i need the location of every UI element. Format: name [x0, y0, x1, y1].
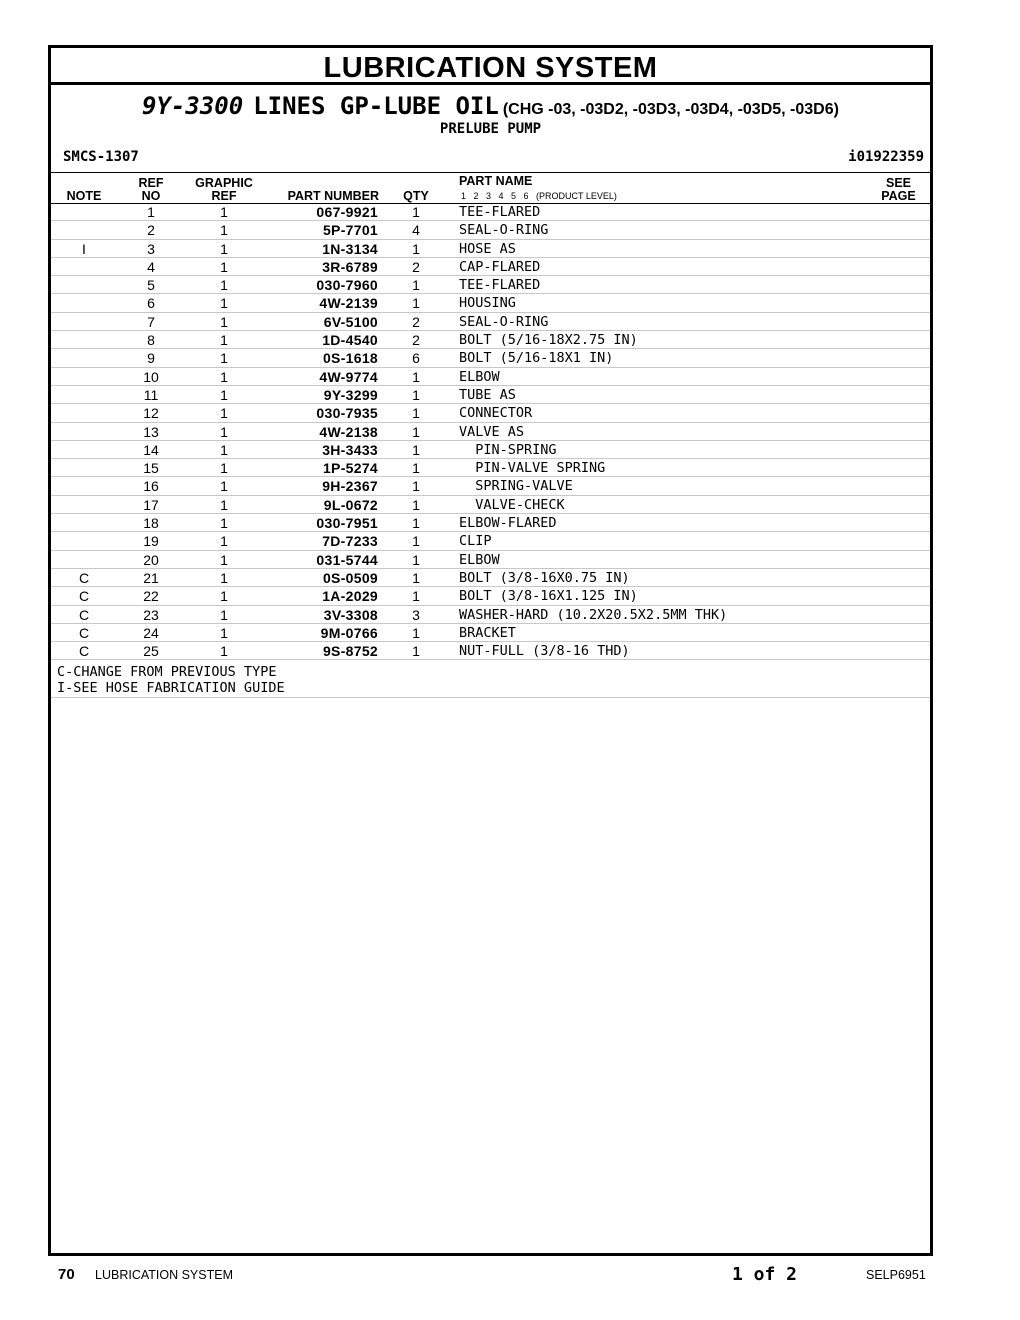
row-ref-no: 24: [143, 624, 159, 641]
row-ref-no: 11: [143, 386, 159, 403]
row-part-name: BRACKET: [459, 624, 516, 641]
row-part-number: 3V-3308: [323, 606, 378, 623]
row-ref-no: 21: [143, 569, 159, 586]
col-header-ref-no-line1: REF: [138, 176, 164, 190]
table-row: [51, 368, 930, 386]
row-part-name: CONNECTOR: [459, 405, 533, 422]
row-part-name: BOLT (5/16-18X2.75 IN): [459, 332, 638, 349]
row-ref-no: 4: [147, 258, 155, 275]
row-part-name: PIN-SPRING: [459, 441, 557, 458]
row-ref-no: 6: [147, 295, 155, 312]
row-part-number: 1N-3134: [322, 240, 378, 257]
row-graphic-ref: 1: [220, 295, 228, 312]
row-graphic-ref: 1: [220, 588, 228, 605]
col-header-product-levels: 1 2 3 4 5 6 (PRODUCT LEVEL): [461, 191, 617, 201]
row-part-name: NUT-FULL (3/8-16 THD): [459, 643, 630, 660]
row-qty: 1: [412, 569, 420, 586]
table-row: [51, 331, 930, 349]
col-header-part-number: PART NUMBER: [287, 189, 379, 203]
row-part-number: 030-7951: [316, 515, 378, 532]
table-row: [51, 477, 930, 495]
row-ref-no: 8: [147, 332, 155, 349]
row-qty: 1: [412, 386, 420, 403]
col-header-see-page-line2: PAGE: [881, 189, 916, 203]
row-part-number: 030-7960: [316, 277, 378, 294]
row-ref-no: 20: [143, 551, 159, 568]
group-name: LINES GP-LUBE OIL: [253, 92, 499, 120]
row-qty: 1: [412, 441, 420, 458]
row-part-number: 031-5744: [316, 551, 378, 568]
row-part-name: CLIP: [459, 533, 492, 550]
row-part-name: SEAL-O-RING: [459, 313, 549, 330]
table-row: [51, 276, 930, 294]
row-graphic-ref: 1: [220, 460, 228, 477]
row-graphic-ref: 1: [220, 515, 228, 532]
row-ref-no: 16: [143, 478, 159, 495]
row-ref-no: 2: [147, 222, 155, 239]
row-qty: 2: [412, 313, 420, 330]
table-row: [51, 349, 930, 367]
row-qty: 1: [412, 588, 420, 605]
row-graphic-ref: 1: [220, 240, 228, 257]
smcs-code: SMCS-1307: [63, 149, 139, 165]
table-row: [51, 459, 930, 477]
row-qty: 4: [412, 222, 420, 239]
row-part-number: 6V-5100: [323, 313, 378, 330]
table-row: [51, 294, 930, 312]
row-graphic-ref: 1: [220, 258, 228, 275]
row-part-name: SPRING-VALVE: [459, 478, 573, 495]
row-qty: 1: [412, 533, 420, 550]
row-graphic-ref: 1: [220, 643, 228, 660]
row-ref-no: 22: [143, 588, 159, 605]
row-qty: 1: [412, 204, 420, 220]
illustration-id: i01922359: [848, 149, 924, 165]
row-part-number: 9M-0766: [320, 624, 378, 641]
row-part-name: PIN-VALVE SPRING: [459, 460, 606, 477]
row-part-name: TUBE AS: [459, 386, 516, 403]
row-part-number: 4W-2138: [319, 423, 378, 440]
row-part-name: VALVE AS: [459, 423, 525, 440]
row-part-name: BOLT (5/16-18X1 IN): [459, 350, 614, 367]
row-part-name: BOLT (3/8-16X1.125 IN): [459, 588, 638, 605]
col-header-qty: QTY: [403, 189, 429, 203]
group-change-codes: (CHG -03, -03D2, -03D3, -03D4, -03D5, -03D6): [502, 101, 839, 118]
row-note: C: [78, 624, 90, 641]
page-frame: [48, 45, 933, 1256]
table-row: [51, 386, 930, 404]
notes-legend: [57, 665, 285, 696]
row-part-number: 9Y-3299: [323, 386, 378, 403]
row-part-name: ELBOW-FLARED: [459, 515, 557, 532]
row-graphic-ref: 1: [220, 496, 228, 513]
row-ref-no: 13: [143, 423, 159, 440]
row-note: C: [78, 569, 90, 586]
group-part-number: 9Y-3300: [142, 92, 244, 120]
row-part-name: WASHER-HARD (10.2X20.5X2.5MM THK): [459, 606, 728, 623]
footer-section: LUBRICATION SYSTEM: [95, 1268, 233, 1282]
row-qty: 1: [412, 277, 420, 294]
row-qty: 1: [412, 405, 420, 422]
row-ref-no: 12: [143, 405, 159, 422]
row-note: C: [78, 606, 90, 623]
table-row: [51, 569, 930, 587]
row-ref-no: 19: [143, 533, 159, 550]
table-row: [51, 624, 930, 642]
row-part-number: 1P-5274: [322, 460, 378, 477]
row-qty: 1: [412, 423, 420, 440]
row-graphic-ref: 1: [220, 222, 228, 239]
row-qty: 1: [412, 643, 420, 660]
row-part-name: BOLT (3/8-16X0.75 IN): [459, 569, 630, 586]
col-header-see-page-line1: SEE: [885, 176, 911, 190]
row-qty: 1: [412, 240, 420, 257]
table-row: [51, 423, 930, 441]
row-graphic-ref: 1: [220, 569, 228, 586]
row-part-number: 1D-4540: [322, 332, 378, 349]
row-part-name: HOSE AS: [459, 240, 516, 257]
table-row: [51, 404, 930, 422]
note-change: C-CHANGE FROM PREVIOUS TYPE: [57, 664, 277, 680]
row-part-number: 9H-2367: [322, 478, 378, 495]
row-qty: 1: [412, 295, 420, 312]
row-part-number: 9L-0672: [323, 496, 378, 513]
table-row: [51, 496, 930, 514]
row-qty: 1: [412, 515, 420, 532]
table-row: [51, 441, 930, 459]
row-graphic-ref: 1: [220, 533, 228, 550]
table-row: [51, 313, 930, 331]
row-qty: 1: [412, 478, 420, 495]
row-part-number: 4W-9774: [319, 368, 378, 385]
table-row: [51, 514, 930, 532]
col-header-note: NOTE: [66, 189, 102, 203]
row-part-number: 0S-0509: [322, 569, 378, 586]
row-part-name: HOUSING: [459, 295, 516, 312]
row-ref-no: 1: [147, 204, 155, 220]
row-graphic-ref: 1: [220, 386, 228, 403]
col-header-graphic-ref-line2: REF: [211, 189, 237, 203]
notes-divider: [51, 697, 930, 698]
row-note: C: [78, 643, 90, 660]
row-ref-no: 17: [143, 496, 159, 513]
row-graphic-ref: 1: [220, 405, 228, 422]
col-header-part-name: PART NAME: [459, 174, 533, 188]
row-part-number: 0S-1618: [322, 350, 378, 367]
row-qty: 1: [412, 551, 420, 568]
row-graphic-ref: 1: [220, 332, 228, 349]
row-note: C: [78, 588, 90, 605]
row-qty: 1: [412, 624, 420, 641]
row-qty: 6: [412, 350, 420, 367]
row-part-number: 3H-3433: [322, 441, 378, 458]
row-graphic-ref: 1: [220, 277, 228, 294]
table-row: [51, 240, 930, 258]
header-top-rule: [51, 172, 930, 173]
row-ref-no: 3: [147, 240, 155, 257]
footer-page-number: 70: [58, 1266, 75, 1283]
row-graphic-ref: 1: [220, 204, 228, 220]
row-graphic-ref: 1: [220, 624, 228, 641]
row-ref-no: 14: [143, 441, 159, 458]
row-qty: 3: [412, 606, 420, 623]
row-part-name: ELBOW: [459, 368, 500, 385]
table-row: [51, 551, 930, 569]
col-header-ref-no-line2: NO: [141, 189, 161, 203]
table-row: [51, 606, 930, 624]
row-part-name: TEE-FLARED: [459, 204, 541, 220]
col-header-graphic-ref-line1: GRAPHIC: [195, 176, 253, 190]
row-ref-no: 18: [143, 515, 159, 532]
row-ref-no: 23: [143, 606, 159, 623]
row-graphic-ref: 1: [220, 478, 228, 495]
row-part-name: ELBOW: [459, 551, 500, 568]
row-ref-no: 25: [143, 643, 159, 660]
row-graphic-ref: 1: [220, 350, 228, 367]
row-ref-no: 9: [147, 350, 155, 367]
col-header-graphic-ref: [189, 177, 259, 203]
row-ref-no: 10: [143, 368, 159, 385]
footer-sheet: 1 of 2: [732, 1264, 798, 1285]
row-qty: 1: [412, 496, 420, 513]
footer-document: SELP6951: [866, 1268, 926, 1282]
row-part-number: 3R-6789: [322, 258, 378, 275]
row-qty: 1: [412, 368, 420, 385]
row-part-number: 5P-7701: [322, 222, 378, 239]
table-row: [51, 203, 930, 221]
note-hose: I-SEE HOSE FABRICATION GUIDE: [57, 679, 285, 696]
row-part-number: 067-9921: [316, 204, 378, 220]
row-ref-no: 5: [147, 277, 155, 294]
row-part-name: SEAL-O-RING: [459, 222, 549, 239]
row-graphic-ref: 1: [220, 368, 228, 385]
row-graphic-ref: 1: [220, 441, 228, 458]
row-part-number: 4W-2139: [319, 295, 378, 312]
col-header-ref-no: [131, 177, 171, 203]
row-graphic-ref: 1: [220, 551, 228, 568]
row-part-number: 9S-8752: [322, 643, 378, 660]
row-qty: 2: [412, 332, 420, 349]
col-header-see-page: [871, 177, 926, 203]
row-part-number: 1A-2029: [322, 588, 378, 605]
row-graphic-ref: 1: [220, 423, 228, 440]
table-row: [51, 642, 930, 660]
row-part-number: 030-7935: [316, 405, 378, 422]
row-qty: 2: [412, 258, 420, 275]
group-heading: [51, 92, 930, 120]
row-note: I: [82, 240, 86, 257]
table-row: [51, 532, 930, 550]
parts-table: [51, 203, 930, 660]
row-part-name: CAP-FLARED: [459, 258, 541, 275]
page-title: LUBRICATION SYSTEM: [51, 48, 930, 85]
row-part-name: VALVE-CHECK: [459, 496, 565, 513]
row-part-number: 7D-7233: [322, 533, 378, 550]
row-qty: 1: [412, 460, 420, 477]
row-part-name: TEE-FLARED: [459, 277, 541, 294]
group-subtitle: PRELUBE PUMP: [439, 121, 542, 137]
row-graphic-ref: 1: [220, 313, 228, 330]
table-row: [51, 221, 930, 239]
table-row: [51, 587, 930, 605]
table-row: [51, 258, 930, 276]
row-graphic-ref: 1: [220, 606, 228, 623]
row-ref-no: 15: [143, 460, 159, 477]
row-ref-no: 7: [147, 313, 155, 330]
